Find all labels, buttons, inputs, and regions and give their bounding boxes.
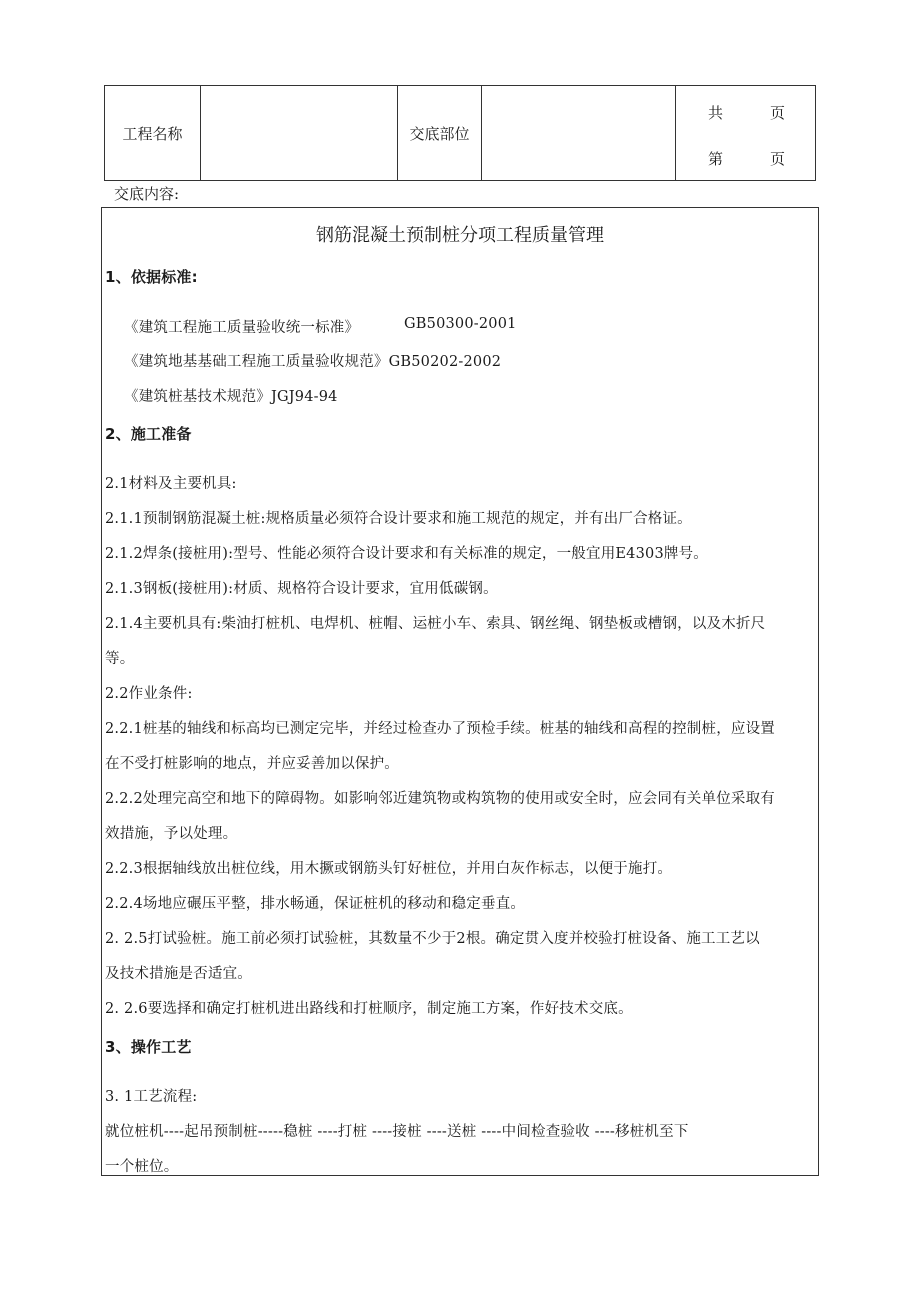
text-line: 2.1.4主要机具有:柴油打桩机、电焊机、桩帽、运桩小车、索具、钢丝绳、钢垫板或槽钢，以及木折尺 bbox=[105, 616, 766, 632]
standard-line-3: 《建筑桩基技术规范》JGJ94-94 bbox=[124, 389, 338, 405]
project-name-label: 工程名称 bbox=[122, 124, 183, 143]
text-line: 2.2.2处理完高空和地下的障碍物。如影响邻近建筑物或构筑物的使用或安全时，应会同有关单位采取有 bbox=[105, 791, 775, 807]
header-table bbox=[104, 85, 816, 181]
text-line: 2.1.2焊条(接桩用):型号、性能必须符合设计要求和有关标准的规定，一般宜用E4303牌号。 bbox=[105, 546, 708, 562]
location-value-cell[interactable] bbox=[482, 86, 676, 180]
section-3-heading: 3、操作工艺 bbox=[105, 1038, 192, 1056]
text-line: 2.2.4场地应碾压平整，排水畅通，保证桩机的移动和稳定垂直。 bbox=[105, 896, 526, 912]
total-pages-suffix: 页 bbox=[770, 104, 786, 122]
project-name-value-cell[interactable] bbox=[201, 86, 398, 180]
section-1-heading: 1、依据标准: bbox=[105, 268, 198, 286]
text-line: 2. 2.5打试验桩。施工前必须打试验桩，其数量不少于2根。确定贯入度并校验打桩设备、施工工艺以 bbox=[105, 931, 760, 947]
standard-line-1 bbox=[124, 316, 517, 337]
text-line: 及技术措施是否适宜。 bbox=[105, 966, 252, 982]
standard-1-code: GB50300-2001 bbox=[404, 316, 517, 332]
page-count-cell bbox=[676, 86, 815, 180]
section-2-heading: 2、施工准备 bbox=[105, 425, 192, 443]
text-line: 2. 2.6要选择和确定打桩机进出路线和打桩顺序，制定施工方案，作好技术交底。 bbox=[105, 1001, 633, 1017]
standard-line-2: 《建筑地基基础工程施工质量验收规范》GB50202-2002 bbox=[124, 354, 502, 370]
document-title: 钢筋混凝土预制桩分项工程质量管理 bbox=[316, 225, 604, 246]
text-line: 2.2.3根据轴线放出桩位线，用木撅或钢筋头钉好桩位，并用白灰作标志，以便于施打。 bbox=[105, 861, 673, 877]
page-no-prefix: 第 bbox=[708, 150, 724, 168]
content-box bbox=[101, 207, 819, 1176]
location-label-cell bbox=[398, 86, 482, 180]
total-pages-prefix: 共 bbox=[708, 104, 724, 122]
text-line: 2.1材料及主要机具: bbox=[105, 476, 237, 492]
location-label: 交底部位 bbox=[409, 124, 470, 143]
text-line: 就位桩机----起吊预制桩-----稳桩 ----打桩 ----接桩 ----送桩 ----中间检查验收 ----移桩机至下 bbox=[105, 1124, 689, 1140]
text-line: 等。 bbox=[105, 651, 135, 667]
content-label: 交底内容: bbox=[114, 185, 180, 203]
project-name-label-cell bbox=[105, 86, 201, 180]
text-line: 2.2.1桩基的轴线和标高均已测定完毕，并经过检查办了预检手续。桩基的轴线和高程的控制桩，应设置 bbox=[105, 721, 775, 737]
text-line: 一个桩位。 bbox=[105, 1159, 179, 1175]
page-no-suffix: 页 bbox=[770, 150, 786, 168]
standard-1-name: 《建筑工程施工质量验收统一标准》 bbox=[124, 320, 360, 336]
text-line: 2.1.3钢板(接桩用):材质、规格符合设计要求，宜用低碳钢。 bbox=[105, 581, 498, 597]
text-line: 2.2作业条件: bbox=[105, 686, 193, 702]
text-line: 在不受打桩影响的地点，并应妥善加以保护。 bbox=[105, 756, 399, 772]
text-line: 2.1.1预制钢筋混凝土桩:规格质量必须符合设计要求和施工规范的规定，并有出厂合格证。 bbox=[105, 511, 692, 527]
text-line: 效措施，予以处理。 bbox=[105, 826, 238, 842]
text-line: 3. 1工艺流程: bbox=[105, 1089, 198, 1105]
